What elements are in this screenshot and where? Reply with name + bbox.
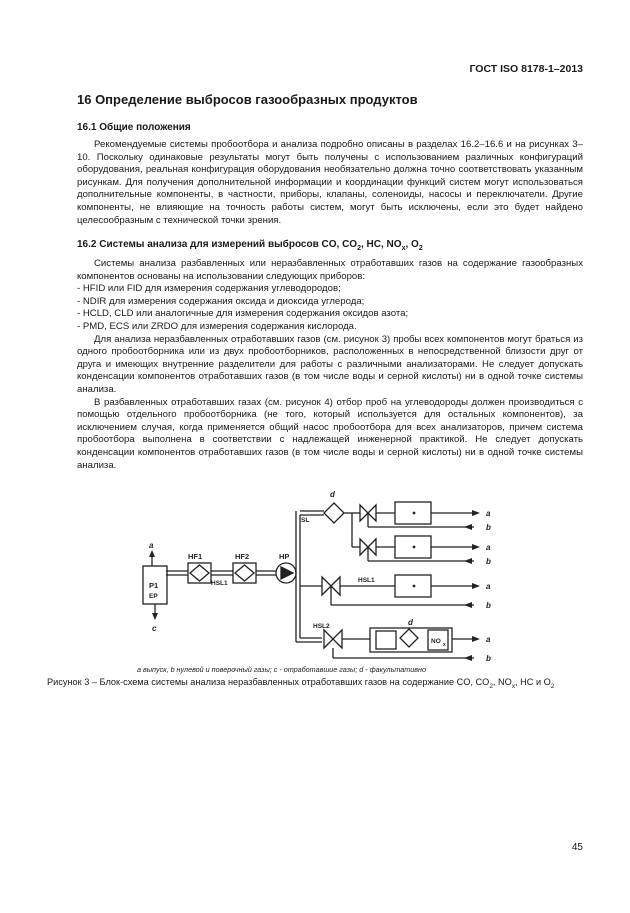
figure-caption xyxy=(47,677,555,690)
label-hf1: HF1 xyxy=(188,552,203,561)
section-16-1-title: 16.1 Общие положения xyxy=(77,122,191,133)
paragraph: Рекомендуемые системы пробоотбора и анализа подробно описаны в разделах 16.2–16.6 и на рисунках 3–10. Поскольку одинаковые результаты могут быть получены с использованием различных конфигураций оборудования, реальная конфигурация оборудования необязательно должна точно соответствовать указанным рисункам. Для получения дополнительной информации и координации функций систем могут использоваться дополнительные компоненты, в частности, приборы, клапаны, соленоиды, насосы и переключатели. Другие компоненты, не влияющие на точность работы систем, могут быть исключены, если это будет найдено целесообразным с технической точки зрения. xyxy=(77,139,583,226)
title-part: , HC, NO xyxy=(361,239,402,250)
label-hsl2: HSL2 xyxy=(313,623,330,630)
caption-part: , HC и O xyxy=(515,677,551,687)
page-number: 45 xyxy=(571,842,583,853)
list-item: - PMD, ECS или ZRDO для измерения содержания кислорода. xyxy=(77,320,357,332)
label-sl: SL xyxy=(301,517,310,524)
label-nox: NO xyxy=(431,638,441,645)
label-a-3: a xyxy=(486,582,491,591)
standard-number: ГОСТ ISO 8178-1–2013 xyxy=(469,63,583,75)
label-nox-sub: x xyxy=(443,642,446,648)
label-a-1: a xyxy=(486,509,491,518)
subscript: 2 xyxy=(489,682,493,690)
label-hf2: HF2 xyxy=(235,552,250,561)
subscript: x xyxy=(511,682,516,690)
list-item: - HCLD, CLD или аналогичные для измерения содержания оксидов азота; xyxy=(77,308,409,320)
caption-part: Рисунок 3 – Блок-схема системы анализа неразбавленных отработавших газов на содержание CO, CO xyxy=(47,677,490,687)
subscript: 2 xyxy=(550,682,555,690)
label-a-4: a xyxy=(486,635,491,644)
filter-sl xyxy=(324,503,344,523)
subscript: x xyxy=(401,245,406,252)
paragraph: Для анализа неразбавленных отработавших газов (см. рисунок 3) пробы всех компонентов могут браться из одного пробоотборника или из двух пробоотборников, расположенных в непосредственной близости друг от друга и имеющих внутренние разделители для работы с различными анализаторами. Не следует допускать конденсации компонентов отработавших газов (в том числе воды и серной кислоты) ни в одной точке системы анализа. xyxy=(77,333,583,395)
label-b-4: b xyxy=(486,654,491,663)
label-a-probe: a xyxy=(149,541,154,550)
filter-hf1 xyxy=(188,563,211,583)
figure-legend: a выпуск, b нулевой и поверочный газы; c - отработавшие газы; d - факультативно xyxy=(137,665,426,674)
list-item: - NDIR для измерения содержания оксида и диоксида углерода; xyxy=(77,295,365,307)
label-b-2: b xyxy=(486,557,491,566)
caption-part: , NO xyxy=(492,677,512,687)
label-d1: d xyxy=(330,490,335,499)
paragraph-intro: Системы анализа разбавленных или неразбавленных отработавших газов на содержание газообразных компонентов основаны на использовании следующих приборов: xyxy=(77,258,583,282)
label-c-probe: c xyxy=(152,624,157,633)
subscript: 2 xyxy=(418,245,423,252)
label-b-3: b xyxy=(486,601,491,610)
list-item: - HFID или FID для измерения содержания углеводородов; xyxy=(77,283,341,295)
label-a-2: a xyxy=(486,543,491,552)
label-hsl1-right: HSL1 xyxy=(358,577,375,584)
label-p1: P1 xyxy=(149,581,159,590)
label-hsl1-left: HSL1 xyxy=(211,580,228,587)
filter-hf2 xyxy=(233,563,256,583)
label-d2: d xyxy=(408,618,413,627)
title-part: , O xyxy=(405,239,419,250)
section-16-title: 16 Определение выбросов газообразных продуктов xyxy=(77,92,418,107)
label-hp: HP xyxy=(279,552,290,561)
label-b-1: b xyxy=(486,523,491,532)
label-ep: EP xyxy=(149,593,158,600)
title-part: 16.2 Системы анализа для измерений выбросов CO, CO xyxy=(77,239,358,250)
paragraph: В разбавленных отработавших газах (см. рисунок 4) отбор проб на углеводороды должен производиться с помощью отдельного пробоотборника (не того, который используется для остальных компонентов), за исключением случая, когда применяется общий насос пробоотбора для всех анализаторов, причем система пробоотбора выполнена в соответствии с надлежащей инженерной практикой. Не следует допускать конденсации компонентов отработавших газов (в том числе воды и серной кислоты) ни в одной точке системы анализа. xyxy=(77,396,583,471)
subscript: 2 xyxy=(357,245,361,252)
o2-box xyxy=(376,631,396,649)
